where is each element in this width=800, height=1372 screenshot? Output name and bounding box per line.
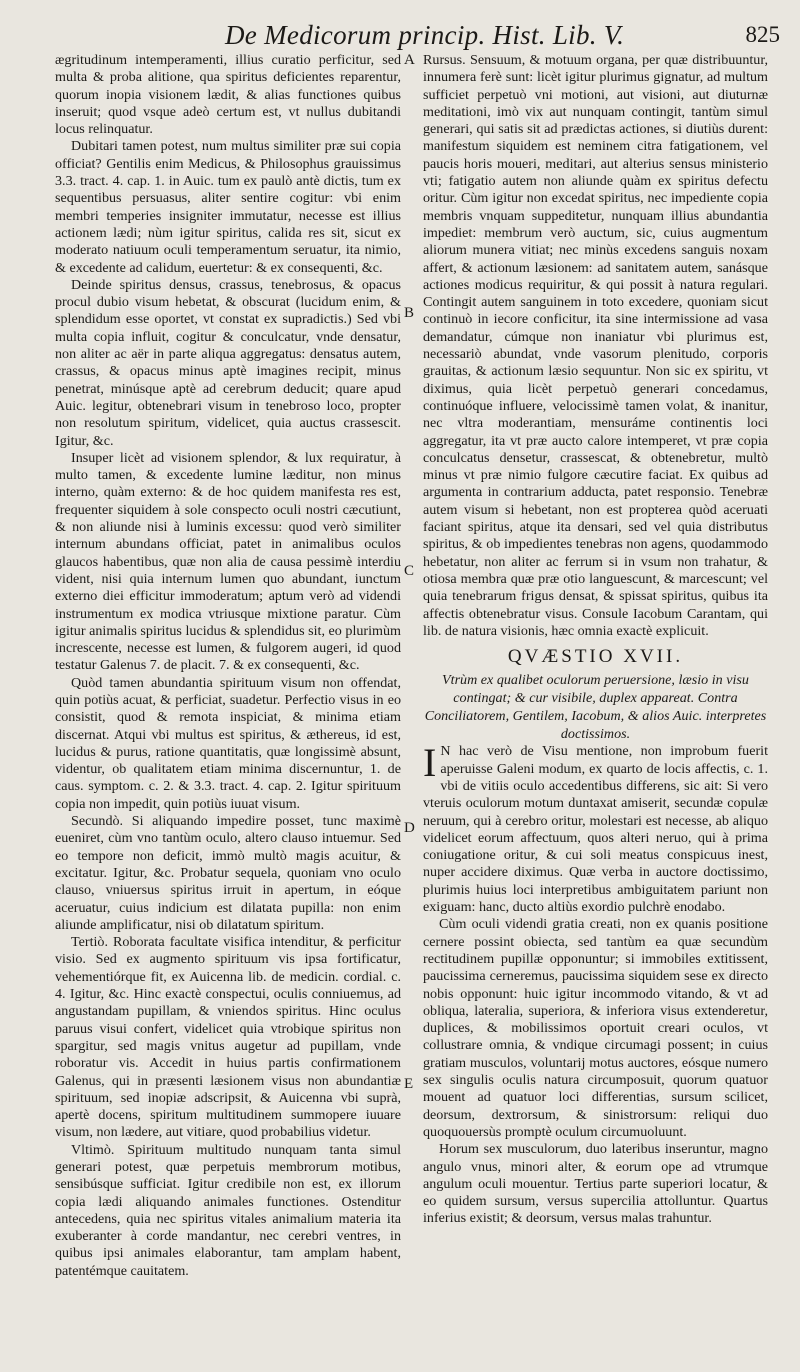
right-column xyxy=(423,52,768,1228)
margin-letter-a: A xyxy=(404,52,415,68)
margin-letter-b: B xyxy=(404,305,415,321)
left-column xyxy=(55,52,401,1280)
paragraph: Secundò. Si aliquando impedire posset, tunc maximè eueniret, cùm vno tantùm oculo, altero clauso intuemur. Sed eo tempore non deficit, immò multò magis acuitur, & excitatur. Igitur, &c. Probatur sequela, quoniam vno oculo clauso, vniuersus spiritus irruit in apertum, in eóque aceruatur, cuius indicium est dilatata pupilla: non enim aliunde amplificatur, nisi ob dilatatum spiritum. xyxy=(55,813,401,933)
paragraph: Cùm oculi videndi gratia creati, non ex quanis positione cernere possint obiecta, sed tantùm ea quæ secundùm rectitudinem pupillæ opponuntur; si immobiles extitissent, paucissima cerneremus, paucissima siquidem sese ex directo nobis opponunt: huic igitur incommodo vitando, & vt ad obliqua, lateralia, superiora, & inferiora visus extenderetur, duplices, & mobilissimos oportuit creari oculos, vt collustrare omnia, & vndique circumagi possent; in cuius gratiam musculos, voluntarij motus auctores, eósque numero sex singulis oculis natura circumposuit, quorum quatuor mouent ad quatuor loci differentias, sursum scilicet, deorsum, dextrorsum, & sinistrorsum: reliqui duo quoquouersùs promptè oculum circumuoluunt. xyxy=(423,916,768,1140)
margin-letter-e: E xyxy=(404,1076,414,1092)
paragraph: Vltimò. Spirituum multitudo nunquam tanta simul generari potest, quæ perpetuis membrorum motibus, sensibúsque sufficiat. Igitur credibile non est, ex illorum copia lædi aliquando animales functiones. Ostenditur antecedens, quia nec spiritus vitales animalium materia ita exuberanter à corde mandantur, nec cerebri ventres, in quibus ipsi animales elaborantur, tam amplam habent, patentémque cauitatem. xyxy=(55,1141,401,1279)
paragraph: Deinde spiritus densus, crassus, tenebrosus, & opacus procul dubio visum hebetat, & obscurat (lucidum enim, & splendidum esse oportet, vt constat ex supradictis.) Sed vbi multa copia influit, cogitur & conculcatur, vnde densatur, non aliter ac aër in parte aliqua aggregatus: densatus autem, crassus, & opacus minus aptè imagines recipit, minus penetrat, minúsque aptè ad cerebrum deducit; quare apud Auic. legitur, obtenebrari visum in tenebroso loco, propter non resolutum spiritum, videlicet, quia auctus crassescit. Igitur, &c. xyxy=(55,276,401,449)
paragraph: Tertiò. Roborata facultate visifica intenditur, & perficitur visio. Sed ex augmento spirituum vis ipsa fortificatur, vehementiórque fit, ex Auicenna lib. de medicin. cordial. c. 4. Igitur, &c. Hinc exactè conspectui, oculis conniuemus, ad angustandam pupillam, & vniendos spiritus. Hinc oculus paruus visui confert, videlicet quia vtrobique spiritus non spargitur, sed magis vnitus augetur ad pupillam, vnde roboratur vis. Accedit in huius partis confirmationem Galenus, qui in præsenti læsionem visus non abundantiæ spirituum, sed inopiæ adscripsit, & Auicenna vbi suprà, apertè docens, spiritum multitudinem summopere iuuare visum, non lædere, aut vitiare, quod probabilius videtur. xyxy=(55,934,401,1141)
paragraph: Dubitari tamen potest, num multus similiter præ sui copia officiat? Gentilis enim Medicus, & Philosophus grauissimus 3.3. tract. 4. cap. 1. in Auic. tum ex paulò antè dictis, tum ex sequentibus persuasus, aliter sentire cogitur: vbi enim membri temperies insigniter immutatur, necesse est illius actionem lædi; nùm igitur spiritus, calida res sit, sicut ex moderato natiuum oculi temperamentum seruatur, ita nimio, & excedente ad calidum, euertetur: & ex consequenti, &c. xyxy=(55,138,401,276)
margin-letter-d: D xyxy=(404,820,415,836)
margin-letter-c: C xyxy=(404,563,415,579)
paragraph: Rursus. Sensuum, & motuum organa, per quæ distribuuntur, innumera ferè sunt: licèt igitur plurimus gignatur, ad multum sufficiet perpetuò vni motioni, aut visioni, aut diuturnæ meditationi, imò vix aut nunquam contingit, tantùm simul generari, qui satis sit ad prædictas actiones, si diutiùs durent: manifestum siquidem est neminem citra fatigationem, vel paucis horis moueri, meditari, aut alterius sensus ministerio vti; fatigatio autem non aliunde quàm ex spiritus defectu oritur. Cùm igitur non excedat spiritus, nec impediente copia membris vnquam suppeditetur, nunquam illius abundantia impediet: membrum verò auctum, sic, cuius augmentum aliorum munera vitiat; nec minùs excedens sanguis noxam affert, & actionum læsionem: ad sanitatem autem, sanásque actiones modicus requiritur, & qui possit à natura regulari. Contingit autem sanguinem in toto excedere, quoniam sicut continuò in iecore conficitur, ita sine intermissione ad vasa demandatur, cúmque non inaniatur vbi plurimus est, necessariò abundat, vnde vasorum plenitudo, corporis grauitas, & actionum læsio sequuntur. Non sic ex spiritu, vt diximus, quia licèt perpetuò generari concedamus, continuóque influere, velocissimè tamen volat, & inanitur, nec vltra moderantiam, mensuráme continentis loci aggregatur, ita vt præ aucto calore intemperet, vt præ copia conculcatus densetur, crassescat, & obtenebretur, multò minus vt præ nimio fulgore cæcutire faciat. Ex quibus ad argumenta in contrarium adducta, patet responsio. Tenebræ autem visum si hebetant, non est propterea quòd aceruati faciant spiritus, atque ita densari, sed vel quia distributus spiritus, & ob impedientes tenebras non agens, quodammodo hebetatur, non aliter ac ferrum si in vsum non trahatur, & otiosa membra quæ præ otio languescunt, & marcescunt; vel quia tenebrarum frigus densat, & spissat spiritus, quibus ita affectis obtenebratur visus. Consule Iacobum Carantam, qui lib. de natura visionis, hæc omnia exactè explicuit. xyxy=(423,52,768,639)
paragraph: Insuper licèt ad visionem splendor, & lux requiratur, à multo tamen, & excedente lumine læditur, non minus interno, quàm externo: & de hoc quidem manifesta res est, frequenter siquidem à sole conspecto oculi nostri cæcutiunt, & non aliunde nisi à luminis excessu: quod verò similiter internum abundans officiat, patet in animalibus oculos glaucos habentibus, quæ non alia de causa pessimè interdiu vident, nisi quia internum lumen quo abundant, iunctum externo diei efficitur immoderatum; aptum verò ad videndi instrumentum ex modica vtriusque mixtione paratur. Cùm igitur animalis spiritus lucidus & splendidus sit, eo plurimùm increscente, necesse est lumen, & fulgorem augeri, id quod testatur Galenus 7. de placit. 7. & ex consequenti, &c. xyxy=(55,449,401,674)
drop-cap: I xyxy=(423,740,437,786)
paragraph: Horum sex musculorum, duo lateribus inseruntur, magno angulo vnus, minori alter, & eorum ope ad vtrumque angulum oculi mouentur. Tertius parte superiori locatur, & eo quidem sursum, versus supercilia attolluntur. Quartus inferius existit; & deorsum, versus malas trahuntur. xyxy=(423,1141,768,1227)
paragraph: ægritudinum intemperamenti, illius curatio perficitur, sed multa & proba alitione, qua spiritus deficientes reparentur, quorum inopia visionem lædit, & alias functiones quibus inseruit; quod vsque adeò certum est, vt nullus dubitandi locus relinquatur. xyxy=(55,52,401,138)
paragraph-text: N hac verò de Visu mentione, non improbum fuerit aperuisse Galeni modum, ex quarto de locis affectis, c. 1. vbi de vitiis oculo accedentibus differens, sic ait: Si vero vteruis oculorum motum duntaxat amiserit, secundæ copulæ neruum, qui à cerebro oritur, molestari est necesse, ab aliquo videlicet eorum affectuum, quos alteri neruo, qui à prima coniugatione oritur, & cui soli meatus conspicuus inest, nuper accidere diximus. Quæ verba in auctore doctissimo, plurimis huius loci interpretibus ambiguitatem pariunt non exiguam: hanc, ducto altiùs exordio pulchrè enodabo. xyxy=(423,743,768,916)
paragraph: Quòd tamen abundantia spirituum visum non offendat, quin potiùs acuat, & perficiat, suadetur. Perfectio visus in eo consistit, quod & remota inspiciat, & minima etiam discernat. Atqui vbi multus est spiritus, & æthereus, id est, lucidus & purus, ratione quantitatis, quæ longissimè absunt, videntur, ob qualitatem etiam minima discernuntur, 1. de caus. symptom. c. 2. & 3.3. tract. 4. cap. 2. Igitur spirituum copia non impedit, quin potiùs iuuat visum. xyxy=(55,674,401,812)
paragraph-with-dropcap xyxy=(423,740,768,916)
running-title: De Medicorum princip. Hist. Lib. V. xyxy=(225,20,625,50)
question-subtitle: Vtrùm ex qualibet oculorum peruersione, læsio in visu contingat; & cur visibile, duplex appareat. Contra Conciliatorem, Gentilem, Iacobum, & alios Auic. interpretes doctissimos. xyxy=(424,672,767,743)
page-number: 825 xyxy=(745,22,780,47)
page-header xyxy=(0,18,800,52)
question-title: QVÆSTIO XVII. xyxy=(507,646,684,668)
